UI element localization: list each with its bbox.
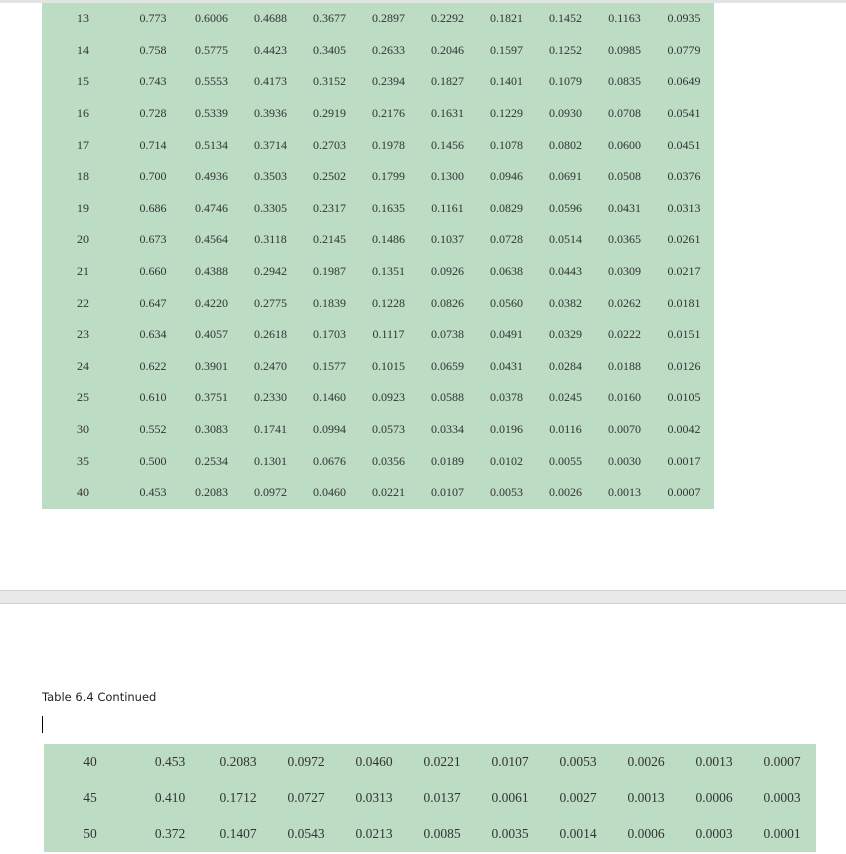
value-cell: 0.4936 xyxy=(195,169,228,184)
period-cell: 20 xyxy=(77,232,89,247)
table-row xyxy=(42,98,714,130)
value-cell: 0.0935 xyxy=(667,11,701,26)
value-cell: 0.4564 xyxy=(195,232,228,247)
value-cell: 0.0189 xyxy=(431,453,464,468)
period-cell: 18 xyxy=(77,169,89,184)
value-cell: 0.714 xyxy=(139,137,167,152)
period-cell: 17 xyxy=(77,137,89,152)
value-cell: 0.3503 xyxy=(254,169,287,184)
value-cell: 0.1228 xyxy=(372,295,405,310)
value-cell: 0.0649 xyxy=(667,74,701,89)
value-cell: 0.0026 xyxy=(549,485,582,500)
value-cell: 0.3936 xyxy=(254,106,287,121)
table-row xyxy=(44,816,816,852)
value-cell: 0.552 xyxy=(139,422,167,437)
value-cell: 0.0923 xyxy=(372,390,405,405)
value-cell: 0.0262 xyxy=(608,295,641,310)
value-cell: 0.2502 xyxy=(313,169,346,184)
value-cell: 0.0309 xyxy=(608,264,641,279)
value-cell: 0.0334 xyxy=(431,422,464,437)
value-cell: 0.1301 xyxy=(254,453,287,468)
value-cell: 0.0727 xyxy=(287,790,325,805)
value-cell: 0.0053 xyxy=(559,754,597,769)
value-cell: 0.2703 xyxy=(313,137,346,152)
table-caption: Table 6.4 Continued xyxy=(42,690,157,704)
value-cell: 0.0221 xyxy=(372,485,405,500)
period-cell: 50 xyxy=(83,826,97,841)
value-cell: 0.3677 xyxy=(313,11,346,26)
value-cell: 0.0105 xyxy=(667,390,701,405)
value-cell: 0.0826 xyxy=(431,295,464,310)
value-cell: 0.728 xyxy=(139,106,167,121)
value-cell: 0.0017 xyxy=(667,453,701,468)
value-cell: 0.0003 xyxy=(763,790,801,805)
value-cell: 0.453 xyxy=(139,485,167,500)
value-cell: 0.0573 xyxy=(372,422,405,437)
value-cell: 0.453 xyxy=(154,754,186,769)
value-cell: 0.700 xyxy=(139,169,167,184)
value-cell: 0.2942 xyxy=(254,264,287,279)
period-cell: 21 xyxy=(77,264,89,279)
value-cell: 0.0213 xyxy=(355,826,393,841)
value-cell: 0.0588 xyxy=(431,390,464,405)
page-break xyxy=(0,590,846,604)
value-cell: 0.1839 xyxy=(313,295,346,310)
value-cell: 0.0835 xyxy=(608,74,641,89)
value-cell: 0.0728 xyxy=(490,232,523,247)
period-cell: 15 xyxy=(77,74,89,89)
table-row xyxy=(42,66,714,98)
value-cell: 0.1407 xyxy=(219,826,257,841)
value-cell: 0.1300 xyxy=(431,169,464,184)
value-cell: 0.0007 xyxy=(667,485,701,500)
value-cell: 0.2330 xyxy=(254,390,287,405)
value-cell: 0.3305 xyxy=(254,200,287,215)
value-cell: 0.2083 xyxy=(195,485,228,500)
period-cell: 24 xyxy=(77,358,89,373)
value-cell: 0.1117 xyxy=(372,327,405,342)
value-cell: 0.4173 xyxy=(254,74,287,89)
value-cell: 0.410 xyxy=(154,790,186,805)
period-cell: 14 xyxy=(77,42,89,57)
value-cell: 0.622 xyxy=(139,358,167,373)
value-cell: 0.0245 xyxy=(549,390,582,405)
value-cell: 0.0042 xyxy=(667,422,701,437)
period-cell: 22 xyxy=(77,295,89,310)
table-row xyxy=(42,287,714,319)
table-row xyxy=(42,129,714,161)
table-row xyxy=(42,256,714,288)
value-cell: 0.0543 xyxy=(287,826,325,841)
value-cell: 0.1799 xyxy=(372,169,405,184)
period-cell: 30 xyxy=(77,422,89,437)
period-cell: 19 xyxy=(77,200,89,215)
value-cell: 0.743 xyxy=(139,74,167,89)
value-cell: 0.4057 xyxy=(195,327,228,342)
value-cell: 0.5134 xyxy=(195,137,228,152)
value-cell: 0.0313 xyxy=(667,200,701,215)
value-cell: 0.0443 xyxy=(549,264,582,279)
value-cell: 0.0378 xyxy=(490,390,523,405)
value-cell: 0.372 xyxy=(154,826,186,841)
value-cell: 0.0013 xyxy=(627,790,665,805)
value-cell: 0.0802 xyxy=(549,137,582,152)
value-cell: 0.0007 xyxy=(763,754,801,769)
value-cell: 0.1635 xyxy=(372,200,405,215)
value-cell: 0.0985 xyxy=(608,42,641,57)
period-cell: 35 xyxy=(77,453,89,468)
value-cell: 0.2897 xyxy=(372,11,405,26)
value-cell: 0.2317 xyxy=(313,200,346,215)
value-cell: 0.0151 xyxy=(667,327,701,342)
value-cell: 0.758 xyxy=(139,42,167,57)
discount-factor-table-continued xyxy=(44,744,816,852)
value-cell: 0.1452 xyxy=(549,11,582,26)
table-body-top xyxy=(42,3,714,509)
value-cell: 0.0560 xyxy=(490,295,523,310)
value-cell: 0.0972 xyxy=(287,754,325,769)
value-cell: 0.1456 xyxy=(431,137,464,152)
value-cell: 0.0431 xyxy=(490,358,523,373)
value-cell: 0.3118 xyxy=(254,232,287,247)
value-cell: 0.1015 xyxy=(372,358,405,373)
value-cell: 0.0460 xyxy=(355,754,393,769)
value-cell: 0.1712 xyxy=(219,790,257,805)
value-cell: 0.0329 xyxy=(549,327,582,342)
value-cell: 0.0116 xyxy=(549,422,582,437)
value-cell: 0.3152 xyxy=(313,74,346,89)
value-cell: 0.0376 xyxy=(667,169,701,184)
value-cell: 0.5553 xyxy=(195,74,228,89)
value-cell: 0.0221 xyxy=(423,754,461,769)
value-cell: 0.0676 xyxy=(313,453,346,468)
value-cell: 0.0659 xyxy=(431,358,464,373)
value-cell: 0.500 xyxy=(139,453,167,468)
value-cell: 0.1741 xyxy=(254,422,287,437)
value-cell: 0.1631 xyxy=(431,106,464,121)
value-cell: 0.1987 xyxy=(313,264,346,279)
value-cell: 0.0217 xyxy=(667,264,701,279)
period-cell: 45 xyxy=(83,790,97,805)
value-cell: 0.5339 xyxy=(195,106,228,121)
value-cell: 0.1252 xyxy=(549,42,582,57)
value-cell: 0.0188 xyxy=(608,358,641,373)
value-cell: 0.4688 xyxy=(254,11,287,26)
value-cell: 0.2394 xyxy=(372,74,405,89)
value-cell: 0.2176 xyxy=(372,106,405,121)
value-cell: 0.2775 xyxy=(254,295,287,310)
value-cell: 0.2145 xyxy=(313,232,346,247)
value-cell: 0.1460 xyxy=(313,390,346,405)
value-cell: 0.1821 xyxy=(490,11,523,26)
value-cell: 0.0508 xyxy=(608,169,641,184)
period-cell: 25 xyxy=(77,390,89,405)
discount-factor-table xyxy=(42,3,714,509)
value-cell: 0.0284 xyxy=(549,358,582,373)
value-cell: 0.2470 xyxy=(254,358,287,373)
value-cell: 0.1078 xyxy=(490,137,523,152)
value-cell: 0.0779 xyxy=(667,42,701,57)
table-row xyxy=(42,161,714,193)
value-cell: 0.3714 xyxy=(254,137,287,152)
period-cell: 40 xyxy=(83,754,97,769)
value-cell: 0.6006 xyxy=(195,11,228,26)
value-cell: 0.0013 xyxy=(695,754,733,769)
value-cell: 0.0738 xyxy=(431,327,464,342)
value-cell: 0.0001 xyxy=(763,826,801,841)
value-cell: 0.3405 xyxy=(313,42,346,57)
value-cell: 0.1577 xyxy=(313,358,346,373)
value-cell: 0.1827 xyxy=(431,74,464,89)
period-cell: 40 xyxy=(77,485,89,500)
value-cell: 0.0006 xyxy=(627,826,665,841)
value-cell: 0.4220 xyxy=(195,295,228,310)
value-cell: 0.1079 xyxy=(549,74,582,89)
table-row xyxy=(42,414,714,446)
table-body-bottom xyxy=(44,744,816,852)
value-cell: 0.1229 xyxy=(490,106,523,121)
value-cell: 0.2534 xyxy=(195,453,228,468)
value-cell: 0.673 xyxy=(139,232,167,247)
value-cell: 0.4388 xyxy=(195,264,228,279)
value-cell: 0.610 xyxy=(139,390,167,405)
value-cell: 0.0596 xyxy=(549,200,582,215)
table-row xyxy=(42,224,714,256)
value-cell: 0.2919 xyxy=(313,106,346,121)
value-cell: 0.4423 xyxy=(254,42,287,57)
value-cell: 0.0055 xyxy=(549,453,582,468)
value-cell: 0.0107 xyxy=(491,754,529,769)
table-row xyxy=(42,382,714,414)
value-cell: 0.634 xyxy=(139,327,167,342)
value-cell: 0.0972 xyxy=(254,485,287,500)
value-cell: 0.3751 xyxy=(195,390,228,405)
value-cell: 0.0061 xyxy=(491,790,529,805)
value-cell: 0.0160 xyxy=(608,390,641,405)
table-row xyxy=(42,477,714,509)
value-cell: 0.1037 xyxy=(431,232,464,247)
value-cell: 0.0514 xyxy=(549,232,582,247)
value-cell: 0.1597 xyxy=(490,42,523,57)
value-cell: 0.0261 xyxy=(667,232,701,247)
value-cell: 0.660 xyxy=(139,264,167,279)
value-cell: 0.0946 xyxy=(490,169,523,184)
value-cell: 0.0035 xyxy=(491,826,529,841)
value-cell: 0.1703 xyxy=(313,327,346,342)
value-cell: 0.0013 xyxy=(608,485,641,500)
value-cell: 0.0126 xyxy=(667,358,701,373)
value-cell: 0.0365 xyxy=(608,232,641,247)
value-cell: 0.0014 xyxy=(559,826,597,841)
value-cell: 0.0053 xyxy=(490,485,523,500)
value-cell: 0.0107 xyxy=(431,485,464,500)
value-cell: 0.0491 xyxy=(490,327,523,342)
value-cell: 0.2292 xyxy=(431,11,464,26)
value-cell: 0.0102 xyxy=(490,453,523,468)
value-cell: 0.1351 xyxy=(372,264,405,279)
value-cell: 0.0638 xyxy=(490,264,523,279)
table-row xyxy=(42,193,714,225)
value-cell: 0.686 xyxy=(139,200,167,215)
value-cell: 0.3901 xyxy=(195,358,228,373)
value-cell: 0.3083 xyxy=(195,422,228,437)
value-cell: 0.1486 xyxy=(372,232,405,247)
value-cell: 0.0451 xyxy=(667,137,701,152)
value-cell: 0.0600 xyxy=(608,137,641,152)
value-cell: 0.0460 xyxy=(313,485,346,500)
value-cell: 0.0006 xyxy=(695,790,733,805)
value-cell: 0.0541 xyxy=(667,106,701,121)
table-row xyxy=(42,35,714,67)
value-cell: 0.0930 xyxy=(549,106,582,121)
value-cell: 0.0181 xyxy=(667,295,701,310)
table-row xyxy=(42,3,714,35)
table-row xyxy=(42,351,714,383)
value-cell: 0.2046 xyxy=(431,42,464,57)
value-cell: 0.0030 xyxy=(608,453,641,468)
value-cell: 0.0137 xyxy=(423,790,461,805)
value-cell: 0.2633 xyxy=(372,42,405,57)
value-cell: 0.0926 xyxy=(431,264,464,279)
value-cell: 0.0356 xyxy=(372,453,405,468)
value-cell: 0.1163 xyxy=(608,11,641,26)
value-cell: 0.2083 xyxy=(219,754,257,769)
table-row xyxy=(42,445,714,477)
value-cell: 0.2618 xyxy=(254,327,287,342)
table-row xyxy=(44,744,816,780)
value-cell: 0.1978 xyxy=(372,137,405,152)
period-cell: 23 xyxy=(77,327,89,342)
period-cell: 13 xyxy=(77,11,89,26)
text-cursor[interactable] xyxy=(42,716,43,733)
value-cell: 0.0382 xyxy=(549,295,582,310)
value-cell: 0.0994 xyxy=(313,422,346,437)
value-cell: 0.0313 xyxy=(355,790,393,805)
value-cell: 0.1401 xyxy=(490,74,523,89)
value-cell: 0.0691 xyxy=(549,169,582,184)
value-cell: 0.0027 xyxy=(559,790,597,805)
value-cell: 0.4746 xyxy=(195,200,228,215)
value-cell: 0.647 xyxy=(139,295,167,310)
value-cell: 0.0070 xyxy=(608,422,641,437)
table-row xyxy=(42,319,714,351)
period-cell: 16 xyxy=(77,106,89,121)
value-cell: 0.0085 xyxy=(423,826,461,841)
value-cell: 0.0222 xyxy=(608,327,641,342)
value-cell: 0.0196 xyxy=(490,422,523,437)
value-cell: 0.0708 xyxy=(608,106,641,121)
value-cell: 0.0431 xyxy=(608,200,641,215)
value-cell: 0.0829 xyxy=(490,200,523,215)
value-cell: 0.0026 xyxy=(627,754,665,769)
value-cell: 0.5775 xyxy=(195,42,228,57)
table-row xyxy=(44,780,816,816)
value-cell: 0.0003 xyxy=(695,826,733,841)
value-cell: 0.773 xyxy=(139,11,167,26)
value-cell: 0.1161 xyxy=(431,200,464,215)
